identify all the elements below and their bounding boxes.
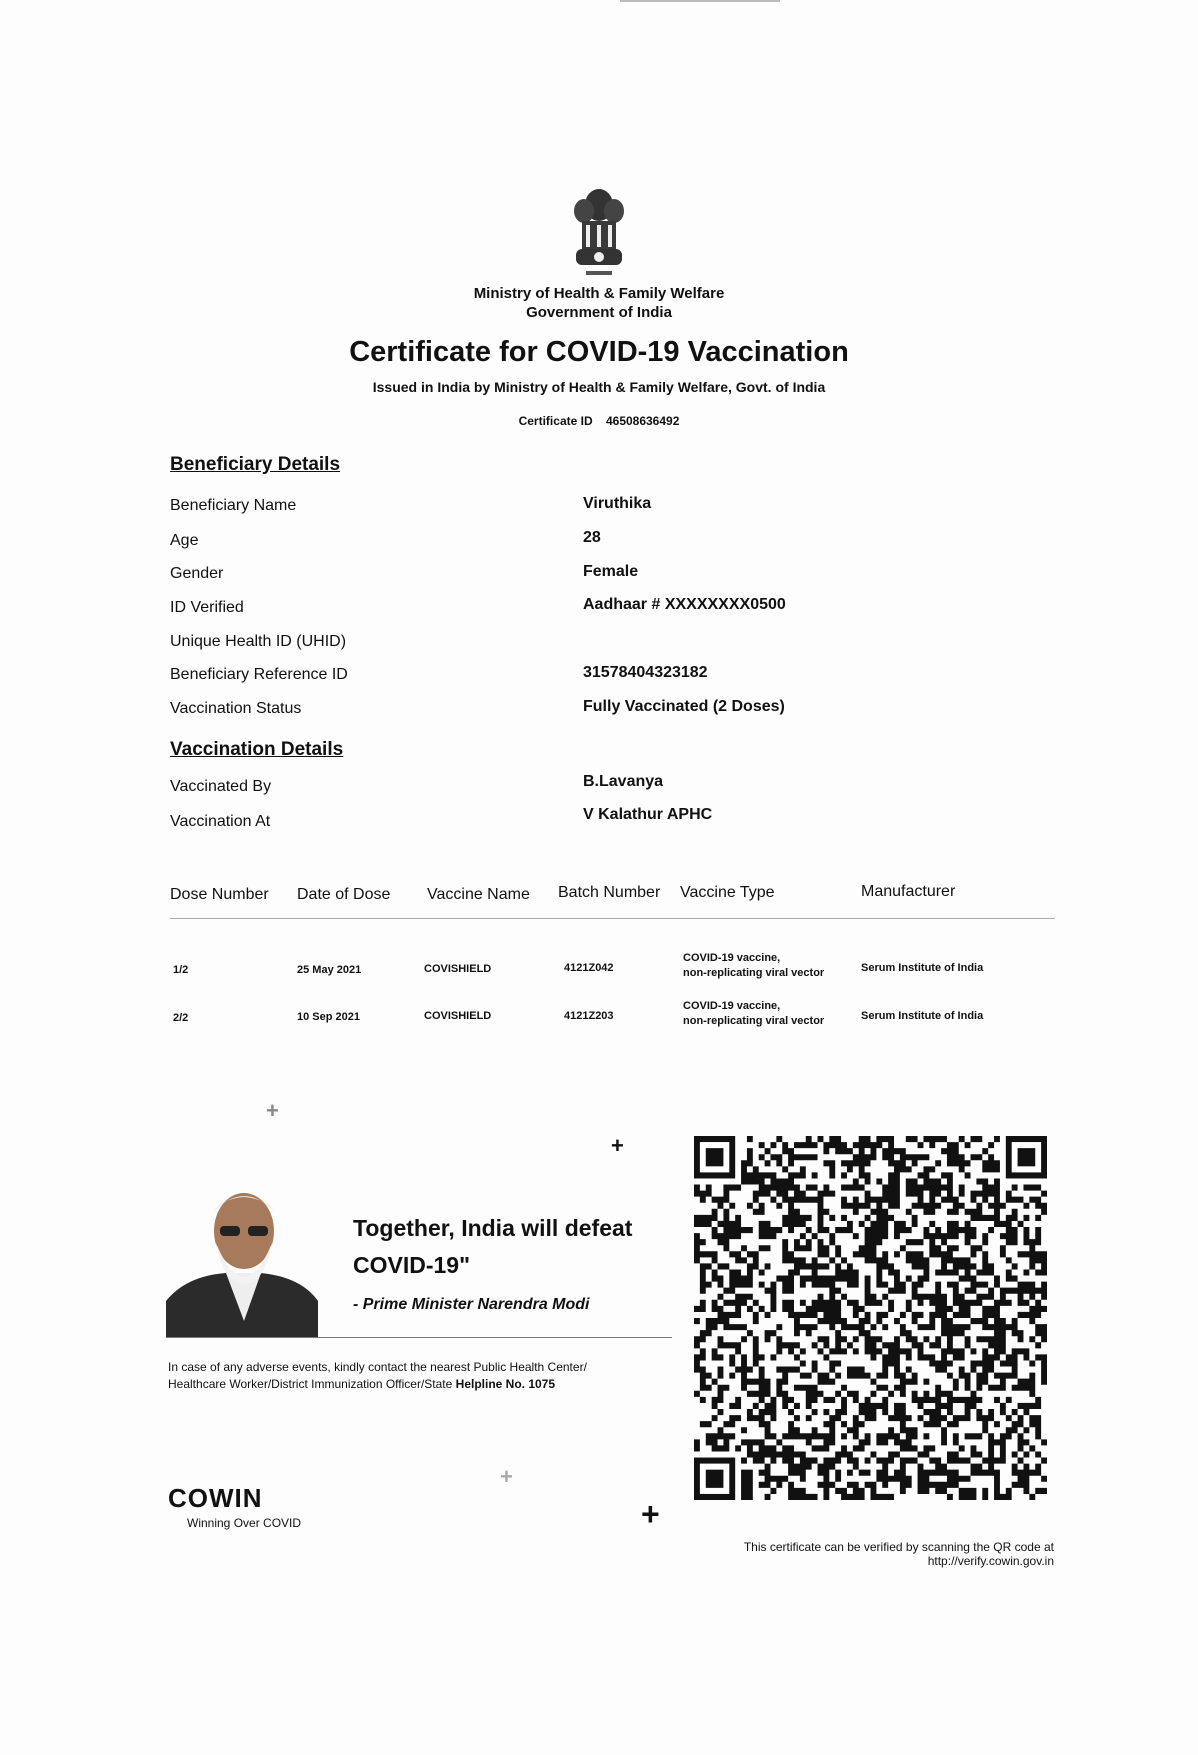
notice-line: Healthcare Worker/District Immunization Officer/State: [168, 1377, 456, 1391]
quote-line-1: Together, India will defeat: [353, 1215, 633, 1241]
field-label: Unique Health ID (UHID): [170, 633, 347, 650]
certificate-id: [0, 414, 1198, 428]
age-value: 28: [583, 529, 601, 546]
vaccination-at-value: V Kalathur APHC: [583, 806, 713, 823]
field-label: Vaccination At: [170, 813, 271, 830]
scan-edge-line: [620, 0, 780, 2]
qr-finder-pattern: [706, 1148, 724, 1166]
column-header: Batch Number: [558, 884, 661, 901]
field-label: ID Verified: [170, 599, 244, 616]
verify-line: This certificate can be verified by scanning the QR code at: [743, 1540, 1054, 1554]
cowin-logo: COWIN: [168, 1483, 263, 1513]
ministry-name: Ministry of Health & Family Welfare: [473, 285, 725, 302]
quote-line-2: COVID-19": [353, 1252, 470, 1278]
vaccine-type-line: COVID-19 vaccine,: [683, 1000, 781, 1012]
adverse-events-notice: [168, 1359, 587, 1393]
certificate-id-value: 46508636492: [605, 414, 680, 428]
vaccine-name: COVISHIELD: [424, 1010, 492, 1022]
vaccine-type-line: non-replicating viral vector: [683, 967, 825, 979]
registration-mark-icon: +: [500, 1464, 513, 1489]
helpline-number: Helpline No. 1075: [455, 1377, 556, 1391]
registration-mark-icon: +: [611, 1133, 624, 1158]
batch-number: 4121Z042: [564, 962, 614, 974]
vaccine-type-line: COVID-19 vaccine,: [683, 952, 781, 964]
vaccine-type-line: non-replicating viral vector: [683, 1015, 825, 1027]
quote-attribution: - Prime Minister Narendra Modi: [353, 1296, 590, 1313]
dose-date: 25 May 2021: [297, 964, 362, 976]
column-header: Date of Dose: [297, 886, 391, 903]
vaccine-name: COVISHIELD: [424, 963, 492, 975]
dose-number: 2/2: [173, 1012, 189, 1024]
beneficiary-name: Viruthika: [583, 495, 652, 512]
registration-mark-icon: +: [266, 1098, 279, 1123]
vaccine-type: [683, 951, 824, 981]
column-header: Vaccine Name: [427, 886, 530, 903]
vaccine-type: [683, 999, 824, 1029]
qr-finder-pattern: [1018, 1148, 1036, 1166]
qr-finder-pattern: [706, 1470, 724, 1488]
registration-mark-icon: +: [641, 1496, 660, 1532]
vaccinated-by-value: B.Lavanya: [583, 773, 664, 790]
field-label: Gender: [170, 565, 224, 582]
column-header: Manufacturer: [861, 883, 956, 900]
field-label: Vaccinated By: [170, 778, 272, 795]
dose-number: 1/2: [173, 964, 189, 976]
table-divider: [170, 918, 1055, 919]
field-label: Vaccination Status: [170, 700, 302, 717]
issued-by: Issued in India by Ministry of Health & Family Welfare, Govt. of India: [372, 379, 826, 395]
field-label: Beneficiary Reference ID: [170, 666, 348, 683]
batch-number: 4121Z203: [564, 1010, 614, 1022]
quote-divider: [166, 1337, 672, 1338]
column-header: Dose Number: [170, 886, 269, 903]
vaccination-details-heading: Vaccination Details: [170, 739, 344, 760]
certificate-id-label: Certificate ID: [518, 414, 593, 428]
id-verified-value: Aadhaar # XXXXXXXX0500: [583, 596, 786, 613]
cowin-tagline: Winning Over COVID: [187, 1516, 302, 1530]
field-label: Age: [170, 532, 199, 549]
qr-code: [694, 1136, 1047, 1500]
manufacturer: Serum Institute of India: [861, 962, 984, 974]
qr-modules: [694, 1136, 1047, 1500]
vaccination-status-value: Fully Vaccinated (2 Doses): [583, 698, 785, 715]
prime-minister-photo: [166, 1181, 318, 1338]
beneficiary-details-heading: Beneficiary Details: [170, 454, 341, 475]
national-emblem-icon: [570, 183, 628, 281]
government-name: Government of India: [526, 304, 672, 321]
dose-date: 10 Sep 2021: [297, 1011, 360, 1023]
verify-notice: [744, 1540, 1054, 1568]
reference-id-value: 31578404323182: [583, 664, 708, 681]
notice-line: In case of any adverse events, kindly contact the nearest Public Health Center/: [168, 1360, 587, 1374]
column-header: Vaccine Type: [680, 884, 775, 901]
manufacturer: Serum Institute of India: [861, 1010, 984, 1022]
verify-url: http://verify.cowin.gov.in: [927, 1554, 1054, 1568]
gender-value: Female: [583, 563, 639, 580]
page-title: Certificate for COVID-19 Vaccination: [349, 336, 849, 368]
field-label: Beneficiary Name: [170, 497, 297, 514]
